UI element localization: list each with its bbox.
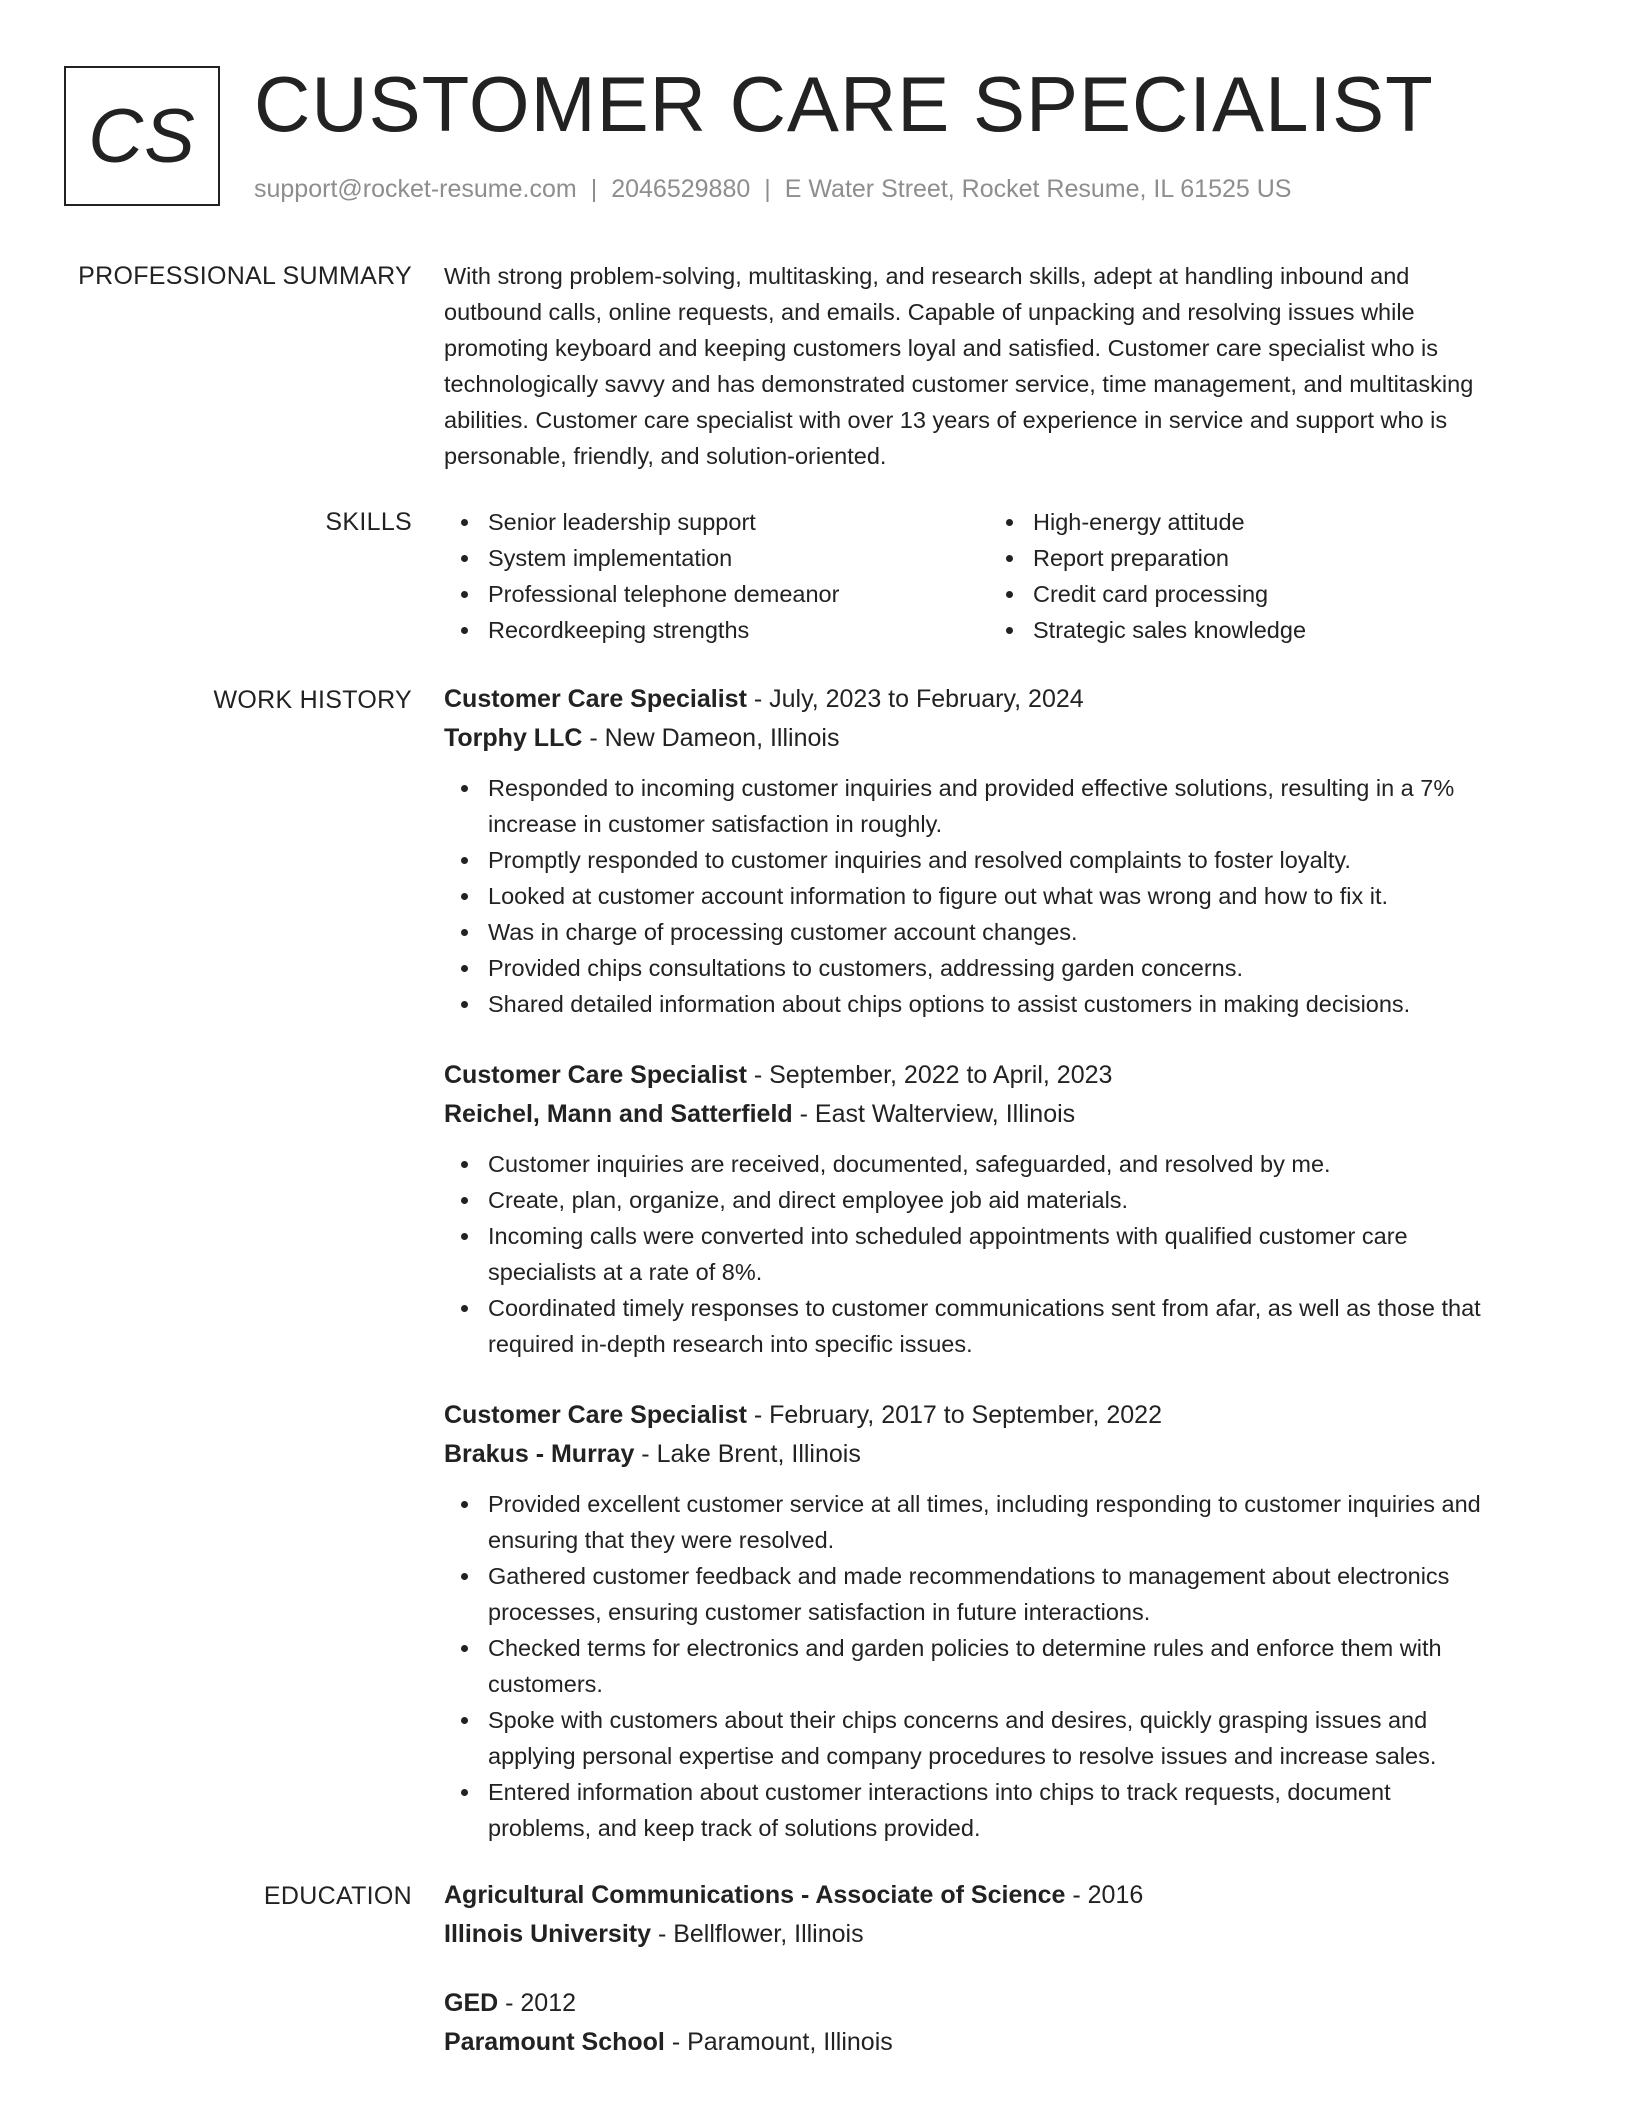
bullet-item	[444, 878, 1544, 914]
bullet-item	[444, 1702, 1544, 1774]
bullet-item	[444, 1182, 1544, 1218]
company-location: - East Walterview, Illinois	[792, 1100, 1076, 1128]
job-bullets	[444, 1486, 1544, 1846]
job-bullets	[444, 770, 1544, 1022]
bullet-line: Incoming calls were converted into scheduled appointments with qualified customer care	[488, 1223, 1408, 1249]
company-name: Torphy LLC	[444, 724, 583, 752]
bullet-item	[444, 1146, 1544, 1182]
section-heading: SKILLS	[325, 508, 412, 536]
summary-text	[444, 258, 1544, 474]
education-list	[444, 1876, 1544, 2092]
bullet-line: Coordinated timely responses to customer communications sent from afar, as well as those that	[488, 1295, 1481, 1321]
job-dates: - February, 2017 to September, 2022	[746, 1401, 1162, 1429]
contact-separator: |	[764, 175, 771, 203]
education-entry	[444, 1876, 1544, 1954]
skill-item: System implementation	[444, 540, 989, 576]
section-heading: WORK HISTORY	[213, 686, 412, 714]
bullet-item	[444, 1218, 1544, 1290]
job-dates: - July, 2023 to February, 2024	[746, 685, 1084, 713]
skills-column-right	[989, 504, 1534, 648]
job-company-line	[444, 1095, 1544, 1134]
skill-item: Professional telephone demeanor	[444, 576, 989, 612]
bullet-line: ensuring that they were resolved.	[488, 1527, 835, 1553]
summary-line: personable, friendly, and solution-oriented.	[444, 443, 887, 469]
phone-number: 2046529880	[611, 175, 751, 203]
job-entry	[444, 1396, 1544, 1846]
bullet-item	[444, 950, 1544, 986]
bullet-line: Entered information about customer interactions into chips to track requests, document	[488, 1779, 1391, 1805]
job-bullets	[444, 1146, 1544, 1362]
job-company-line	[444, 1435, 1544, 1474]
job-entry	[444, 1056, 1544, 1362]
bullet-item	[444, 986, 1544, 1022]
summary-line: outbound calls, online requests, and emails. Capable of unpacking and resolving issues while	[444, 299, 1415, 325]
bullet-line: required in-depth research into specific issues.	[488, 1331, 973, 1357]
job-company-line	[444, 719, 1544, 758]
work-history-list	[444, 680, 1544, 1880]
contact-separator: |	[590, 175, 598, 203]
education-entry	[444, 1984, 1544, 2062]
summary-line: With strong problem-solving, multitasking, and research skills, adept at handling inbound and	[444, 263, 1410, 289]
degree-name: Agricultural Communications - Associate of Science	[444, 1881, 1066, 1909]
bullet-item	[444, 1630, 1544, 1702]
job-title-line	[444, 680, 1544, 719]
bullet-item	[444, 770, 1544, 842]
bullet-line: Provided chips consultations to customers, addressing garden concerns.	[488, 955, 1244, 981]
bullet-item	[444, 1486, 1544, 1558]
skills-column-left	[444, 504, 989, 648]
school-line	[444, 1915, 1544, 1954]
bullet-line: Spoke with customers about their chips concerns and desires, quickly grasping issues and	[488, 1707, 1428, 1733]
bullet-line: Promptly responded to customer inquiries and resolved complaints to foster loyalty.	[488, 847, 1351, 873]
job-title-line	[444, 1056, 1544, 1095]
monogram-box: CS	[64, 66, 220, 206]
section-heading: PROFESSIONAL SUMMARY	[78, 262, 412, 290]
job-title: Customer Care Specialist	[444, 685, 747, 713]
bullet-item	[444, 1774, 1544, 1846]
section-heading: EDUCATION	[263, 1882, 412, 1910]
summary-line: abilities. Customer care specialist with over 13 years of experience in service and support who is	[444, 407, 1448, 433]
skill-item: High-energy attitude	[989, 504, 1534, 540]
bullet-line: Shared detailed information about chips options to assist customers in making decisions.	[488, 991, 1411, 1017]
summary-line: technologically savvy and has demonstrated customer service, time management, and multitasking	[444, 371, 1474, 397]
bullet-line: Was in charge of processing customer account changes.	[488, 919, 1078, 945]
bullet-item	[444, 1558, 1544, 1630]
job-title: Customer Care Specialist	[444, 1401, 747, 1429]
email-link[interactable]: support@rocket-resume.com	[254, 175, 577, 203]
school-line	[444, 2023, 1544, 2062]
bullet-line: increase in customer satisfaction in roughly.	[488, 811, 943, 837]
bullet-line: Responded to incoming customer inquiries and provided effective solutions, resulting in a 7%	[488, 775, 1455, 801]
page-title: CUSTOMER CARE SPECIALIST	[254, 60, 1434, 148]
job-entry	[444, 680, 1544, 1022]
bullet-line: applying personal expertise and company procedures to resolve issues and increase sales.	[488, 1743, 1437, 1769]
degree-line	[444, 1876, 1544, 1915]
skill-item: Senior leadership support	[444, 504, 989, 540]
skill-item: Credit card processing	[989, 576, 1534, 612]
skill-item: Strategic sales knowledge	[989, 612, 1534, 648]
skill-item: Recordkeeping strengths	[444, 612, 989, 648]
company-location: - Lake Brent, Illinois	[634, 1440, 861, 1468]
bullet-line: Gathered customer feedback and made recommendations to management about electronics	[488, 1563, 1450, 1589]
bullet-line: processes, ensuring customer satisfaction in future interactions.	[488, 1599, 1151, 1625]
summary-line: promoting keyboard and keeping customers loyal and satisfied. Customer care specialist who is	[444, 335, 1439, 361]
degree-line	[444, 1984, 1544, 2023]
bullet-line: customers.	[488, 1671, 603, 1697]
bullet-item	[444, 842, 1544, 878]
bullet-item	[444, 1290, 1544, 1362]
skills-grid	[444, 504, 1544, 648]
school-location: - Paramount, Illinois	[664, 2028, 893, 2056]
bullet-line: problems, and keep track of solutions provided.	[488, 1815, 981, 1841]
company-location: - New Dameon, Illinois	[582, 724, 840, 752]
bullet-line: Provided excellent customer service at all times, including responding to customer inquiries and	[488, 1491, 1481, 1517]
bullet-item	[444, 914, 1544, 950]
bullet-line: Customer inquiries are received, documented, safeguarded, and resolved by me.	[488, 1151, 1331, 1177]
address: E Water Street, Rocket Resume, IL 61525 US	[784, 175, 1292, 203]
company-name: Brakus - Murray	[444, 1440, 635, 1468]
job-title: Customer Care Specialist	[444, 1061, 747, 1089]
bullet-line: Looked at customer account information to figure out what was wrong and how to fix it.	[488, 883, 1389, 909]
contact-line	[254, 172, 1291, 206]
company-name: Reichel, Mann and Satterfield	[444, 1100, 793, 1128]
school-location: - Bellflower, Illinois	[651, 1920, 864, 1948]
school-name: Illinois University	[444, 1920, 652, 1948]
skill-item: Report preparation	[989, 540, 1534, 576]
graduation-year: - 2012	[498, 1989, 577, 2017]
bullet-line: Create, plan, organize, and direct employee job aid materials.	[488, 1187, 1129, 1213]
bullet-line: specialists at a rate of 8%.	[488, 1259, 763, 1285]
degree-name: GED	[444, 1989, 499, 2017]
job-dates: - September, 2022 to April, 2023	[746, 1061, 1113, 1089]
graduation-year: - 2016	[1065, 1881, 1144, 1909]
job-title-line	[444, 1396, 1544, 1435]
bullet-line: Checked terms for electronics and garden policies to determine rules and enforce them with	[488, 1635, 1442, 1661]
school-name: Paramount School	[444, 2028, 665, 2056]
